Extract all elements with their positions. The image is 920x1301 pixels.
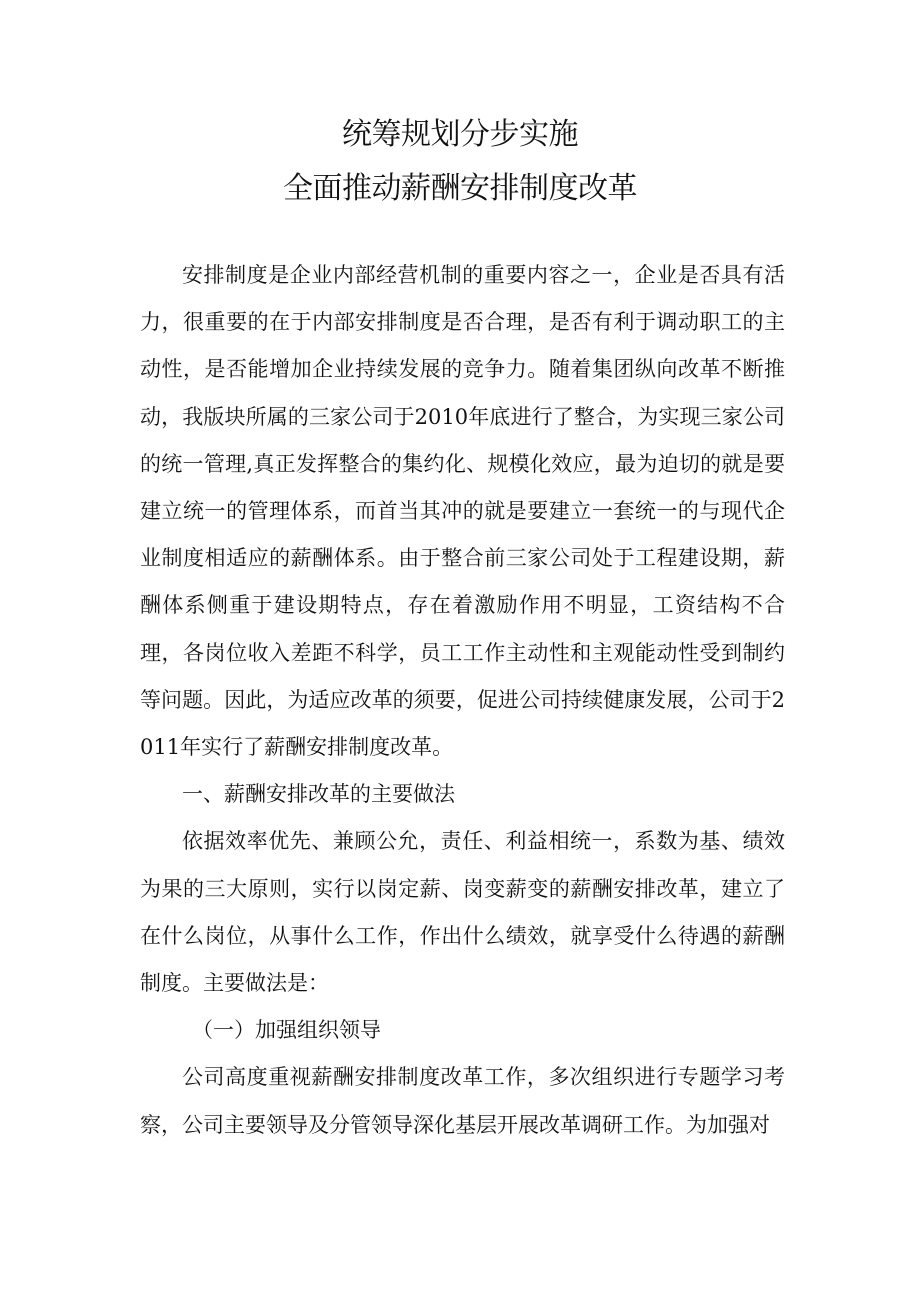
paragraph-principles: 依据效率优先、兼顾公允，责任、利益相统一，系数为基、绩效为果的三大原则，实行以岗定薪、岗变薪变的薪酬安排改革，建立了在什么岗位，从事什么工作，作出什么绩效，就享受什么待遇的薪酬制度。主要做法是： — [140, 829, 785, 996]
document-title — [0, 108, 920, 216]
paragraph-intro: 安排制度是企业内部经营机制的重要内容之一，企业是否具有活力，很重要的在于内部安排制度是否合理，是否有利于调动职工的主动性，是否能增加企业持续发展的竞争力。随着集团纵向改革不断推动，我版块所属的三家公司于2010年底进行了整合，为实现三家公司的统一管理,真正发挥整合的集约化、规模化效应，最为迫切的就是要建立统一的管理体系，而首当其冲的就是要建立一套统一的与现代企业制度相适应的薪酬体系。由于整合前三家公司处于工程建设期，薪酬体系侧重于建设期特点，存在着激励作用不明显，工资结构不合理，各岗位收入差距不科学，员工工作主动性和主观能动性受到制约等问题。因此，为适应改革的须要，促进公司持续健康发展，公司于2011年实行了薪酬安排制度改革。 — [140, 263, 785, 760]
title-line-1: 统筹规划分步实施 — [342, 117, 578, 152]
paragraph-leadership: 公司高度重视薪酬安排制度改革工作，多次组织进行专题学习考察，公司主要领导及分管领导深化基层开展改革调研工作。为加强对 — [140, 1065, 785, 1137]
title-line-2: 全面推动薪酬安排制度改革 — [283, 171, 637, 206]
subsection-heading-1: （一）加强组织领导 — [192, 1018, 381, 1043]
document-body — [140, 252, 785, 1149]
section-heading-1: 一、薪酬安排改革的主要做法 — [182, 782, 455, 807]
